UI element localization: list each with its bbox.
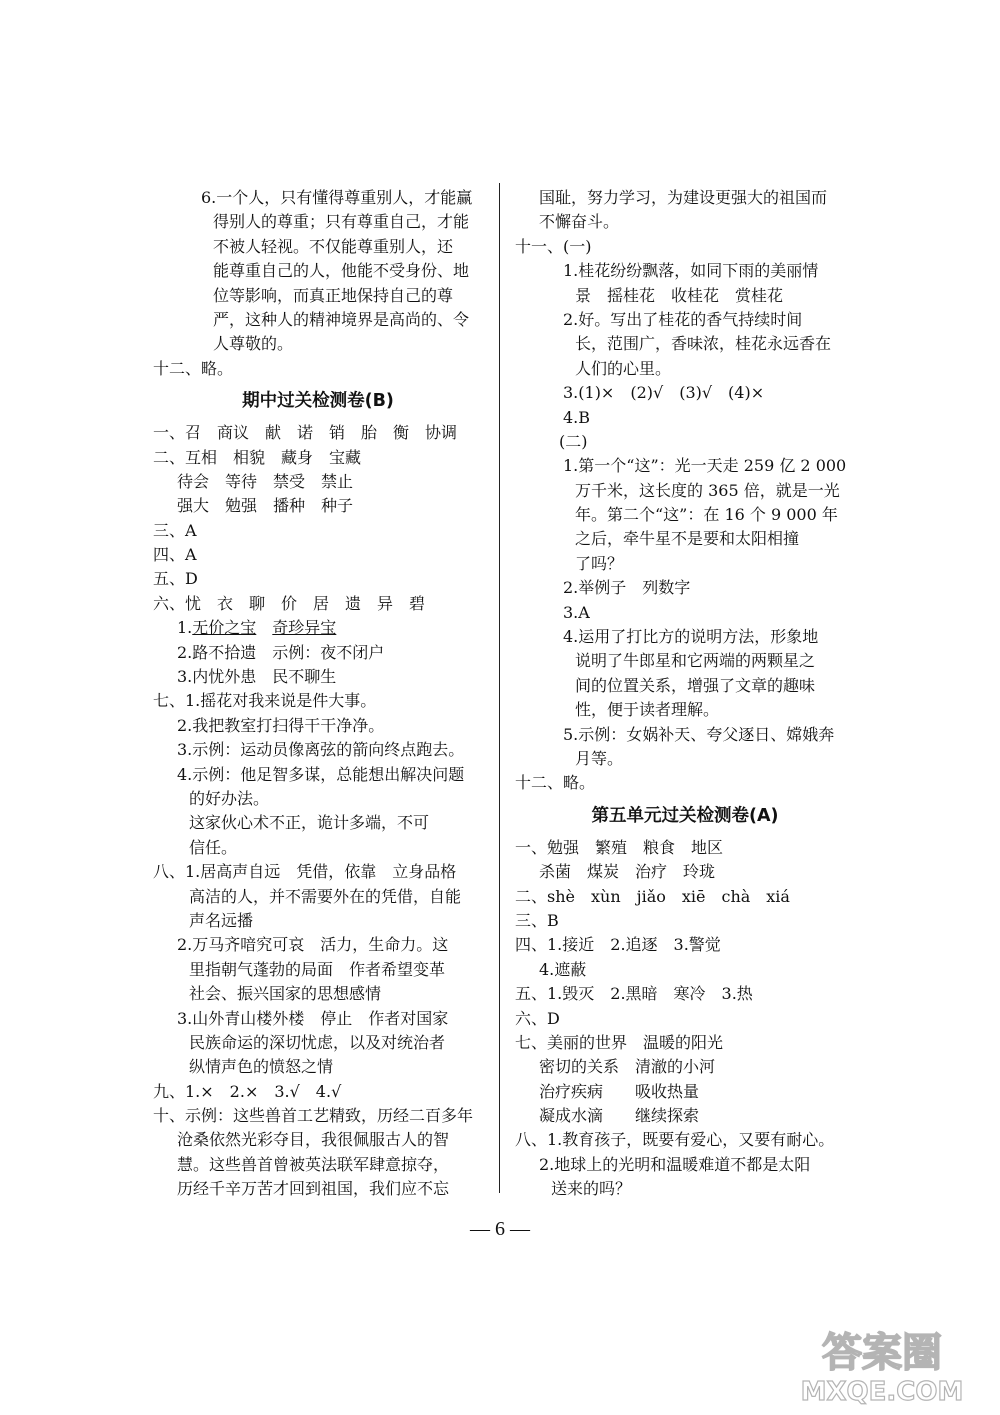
- answer-line: 五、D: [153, 569, 198, 589]
- answer-line: 5.示例：女娲补天、夸父逐日、嫦娥奔: [563, 724, 835, 744]
- answer-line: 三、A: [153, 520, 197, 540]
- answer-line: 纵情声色的愤怒之情: [189, 1057, 334, 1077]
- answer-line: 五、1.毁灭 2.黑暗 寒冷 3.热: [515, 984, 753, 1004]
- answer-line: 一、勉强 繁殖 粮食 地区: [515, 837, 724, 857]
- answer-line: 能尊重自己的人，他能不受身份、地: [213, 261, 470, 281]
- answer-line: 说明了牛郎星和它两端的两颗星之: [575, 651, 816, 671]
- answer-line: 1.第一个“这”：光一天走 259 亿 2 000: [563, 456, 847, 476]
- answer-line: 凝成水滴 继续探索: [539, 1106, 700, 1126]
- section-heading: 第五单元过关检测卷(A): [591, 805, 779, 826]
- answer-line: 治疗疾病 吸收热量: [539, 1081, 700, 1101]
- section-heading: 期中过关检测卷(B): [242, 391, 394, 412]
- answer-line: 不懈奋斗。: [539, 212, 620, 232]
- answer-line: 一、召 商议 献 诺 销 胎 衡 协调: [153, 423, 458, 443]
- answer-line: 严，这种人的精神境界是高尚的、令: [213, 309, 470, 329]
- section-12: 十二、略。: [515, 773, 596, 793]
- answer-line: 2.路不拾遗 示例：夜不闭户: [177, 642, 385, 662]
- answer-line: 2.好。写出了桂花的香气持续时间: [563, 309, 803, 329]
- answer-line: 这家伙心术不正，诡计多端，不可: [189, 813, 430, 833]
- answer-line: 待会 等待 禁受 禁止: [177, 471, 354, 491]
- answer-line: 3.示例：运动员像离弦的箭向终点跑去。: [177, 740, 465, 760]
- answer-line: 六、D: [515, 1008, 560, 1028]
- answer-line: 国耻，努力学习，为建设更强大的祖国而: [539, 188, 828, 207]
- answer-line: 历经千辛万苦才回到祖国，我们应不忘: [177, 1179, 450, 1199]
- answer-line: 八、1.教育孩子，既要有爱心，又要有耐心。: [515, 1130, 835, 1150]
- answer-line: 七、1.摇花对我来说是件大事。: [153, 691, 377, 711]
- answer-line: 的好办法。: [189, 788, 270, 808]
- answer-line: 四、1.接近 2.追逐 3.警觉: [515, 935, 721, 955]
- answer-line: 得别人的尊重；只有尊重自己，才能: [213, 212, 470, 232]
- answer-line: 信任。: [189, 837, 238, 857]
- answer-line: 里指朝气蓬勃的局面 作者希望变革: [189, 959, 446, 979]
- answer-line: 2.举例子 列数字: [563, 578, 691, 598]
- answer-line: 声名远播: [189, 910, 254, 930]
- answer-line: 位等影响，而真正地保持自己的尊: [213, 285, 454, 305]
- right-column: [515, 186, 855, 1202]
- answer-line: 万千米，这长度的 365 倍，就是一光: [575, 480, 840, 500]
- answer-line: 社会、振兴国家的思想感情: [189, 984, 382, 1004]
- section-12: 十二、略。: [153, 358, 234, 378]
- answer-line: 民族命运的深切忧虑，以及对统治者: [189, 1032, 446, 1052]
- answer-line: 性，便于读者理解。: [575, 700, 720, 720]
- answer-line: 3.(1)× (2)√ (3)√ (4)×: [563, 383, 765, 403]
- svg-text:答案圈: 答案圈: [822, 1330, 942, 1376]
- answer-line: 送来的吗？: [551, 1179, 632, 1199]
- page-number: — 6 —: [470, 1218, 530, 1240]
- answer-line: 年。第二个“这”：在 16 个 9 000 年: [575, 505, 838, 525]
- answer-line: 二、shè xùn jiǎo xiē chà xiá: [515, 886, 790, 906]
- answer-line: 景 摇桂花 收桂花 赏桂花: [575, 285, 784, 305]
- answer-line: 了吗？: [575, 553, 624, 573]
- answer-line: 杀菌 煤炭 治疗 玲珑: [539, 862, 716, 882]
- watermark-logo: [782, 1318, 982, 1408]
- answer-line: 3.A: [563, 602, 590, 622]
- answer-line: 2.地球上的光明和温暖难道不都是太阳: [539, 1154, 811, 1174]
- underlined-answer: 奇珍异宝: [272, 618, 337, 638]
- answer-line: 四、A: [153, 545, 197, 565]
- section-11: 十一、(一): [515, 236, 592, 256]
- answer-line: 长，范围广，香味浓，桂花永远香在: [575, 334, 832, 354]
- answer-line: 沧桑依然光彩夺目，我很佩服古人的智: [177, 1130, 450, 1150]
- answer-line: 间的位置关系，增强了文章的趣味: [575, 675, 816, 695]
- item-prefix: 1.: [177, 618, 193, 638]
- answer-line: 6.一个人，只有懂得尊重别人，才能赢: [201, 188, 473, 207]
- answer-line: 4.示例：他足智多谋，总能想出解决问题: [177, 764, 465, 784]
- column-divider: [499, 183, 500, 1193]
- answer-line: 不被人轻视。不仅能尊重别人，还: [213, 236, 454, 256]
- answer-line: 4.运用了打比方的说明方法，形象地: [563, 627, 819, 647]
- answer-line: 七、美丽的世界 温暖的阳光: [515, 1032, 724, 1052]
- answer-line: 三、B: [515, 910, 559, 930]
- answer-line: 十、示例：这些兽首工艺精致，历经二百多年: [153, 1106, 474, 1126]
- answer-line: [153, 616, 483, 640]
- left-column: [153, 186, 483, 1202]
- answer-line: 人尊敬的。: [213, 334, 294, 354]
- svg-text:MXQE.COM: MXQE.COM: [800, 1377, 964, 1407]
- answer-line: 高洁的人，并不需要外在的凭借，自能: [189, 886, 462, 906]
- answer-line: 人们的心里。: [575, 358, 672, 378]
- answer-line: 2.我把教室打扫得干干净净。: [177, 715, 385, 735]
- answer-line: 3.山外青山楼外楼 停止 作者对国家: [177, 1008, 449, 1028]
- answer-line: 之后，牵牛星不是要和太阳相撞: [575, 529, 800, 549]
- answer-line: 密切的关系 清澈的小河: [539, 1057, 716, 1077]
- answer-line: 六、忧 衣 聊 价 居 遗 异 碧: [153, 593, 426, 613]
- underlined-answer: 无价之宝: [192, 618, 257, 638]
- answer-line: 1.桂花纷纷飘落，如同下雨的美丽情: [563, 261, 819, 281]
- subsection-label: (二): [559, 431, 588, 451]
- answer-line: 九、1.× 2.× 3.√ 4.√: [153, 1081, 342, 1101]
- answer-line: 4.B: [563, 407, 591, 427]
- answer-line: 强大 勉强 播种 种子: [177, 496, 354, 516]
- answer-line: 月等。: [575, 748, 624, 768]
- answer-line: 二、互相 相貌 藏身 宝藏: [153, 447, 362, 467]
- answer-line: 4.遮蔽: [539, 959, 587, 979]
- answer-line: 慧。这些兽首曾被英法联军肆意掠夺，: [177, 1154, 450, 1174]
- answer-line: 3.内忧外患 民不聊生: [177, 667, 337, 687]
- answer-line: 2.万马齐喑究可哀 活力，生命力。这: [177, 935, 449, 955]
- answer-line: 八、1.居高声自远 凭借，依靠 立身品格: [153, 862, 457, 882]
